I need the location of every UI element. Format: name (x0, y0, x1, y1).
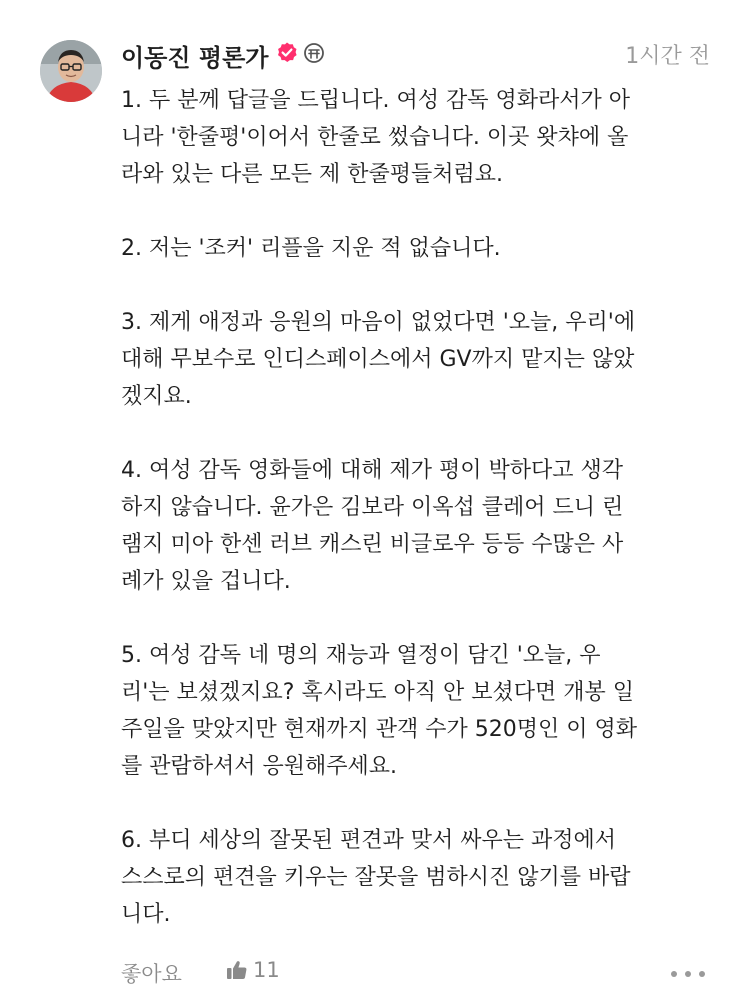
comment-line: 램지 미아 한센 러브 캐스린 비글로우 등등 수많은 사 (121, 532, 624, 557)
avatar[interactable] (40, 40, 102, 102)
comment-paragraph-4 (121, 452, 721, 600)
more-options-button[interactable] (666, 964, 710, 984)
comment-footer (121, 956, 710, 990)
like-button[interactable]: 좋아요 (121, 962, 182, 986)
comment-line: 리'는 보셨겠지요? 혹시라도 아직 안 보셨다면 개봉 일 (121, 680, 634, 705)
comment-line: 대해 무보수로 인디스페이스에서 GV까지 맡지는 않았 (121, 347, 635, 372)
comment-line: 니라 '한줄평'이어서 한줄로 썼습니다. 이곳 왓챠에 올 (121, 125, 629, 150)
comment-line: 라와 있는 다른 모든 제 한줄평들처럼요. (121, 162, 503, 187)
comment-line: 주일을 맞았지만 현재까지 관객 수가 520명인 이 영화 (121, 717, 637, 742)
timestamp: 1시간 전 (625, 44, 710, 69)
comment-line: 하지 않습니다. 윤가은 김보라 이옥섭 클레어 드니 린 (121, 495, 624, 520)
comment-line: 를 관람하셔서 응원해주세요. (121, 754, 398, 779)
comment-line: 1. 두 분께 답글을 드립니다. 여성 감독 영화라서가 아 (121, 88, 630, 113)
comment-paragraph-1 (121, 82, 721, 193)
like-count: 11 (253, 958, 280, 982)
comment-line: 스스로의 편견을 키우는 잘못을 범하시진 않기를 바랍 (121, 865, 631, 890)
more-dots-icon (666, 964, 710, 984)
comment-line: 4. 여성 감독 영화들에 대해 제가 평이 박하다고 생각 (121, 458, 623, 483)
comment-line: 례가 있을 겁니다. (121, 569, 291, 594)
comment-line: 겠지요. (121, 384, 192, 409)
critic-badge-icon (302, 41, 326, 65)
like-count-group[interactable] (225, 958, 280, 982)
comment-paragraph-3 (121, 304, 721, 415)
comment-line: 3. 제게 애정과 응원의 마음이 없었다면 '오늘, 우리'에 (121, 310, 636, 335)
author-badges (275, 41, 326, 65)
verified-check-icon (275, 41, 299, 65)
author-name[interactable]: 이동진 평론가 (121, 44, 269, 72)
comment-line: 2. 저는 '조커' 리플을 지운 적 없습니다. (121, 236, 501, 261)
comment-header (121, 36, 710, 72)
comment-line: 니다. (121, 902, 171, 927)
comment-line: 5. 여성 감독 네 명의 재능과 열정이 담긴 '오늘, 우 (121, 643, 601, 668)
comment-line: 6. 부디 세상의 잘못된 편견과 맞서 싸우는 과정에서 (121, 828, 616, 853)
comment-paragraph-2 (121, 230, 721, 267)
comment-paragraph-6 (121, 822, 721, 933)
thumbs-up-icon (225, 958, 249, 982)
comment-paragraph-5 (121, 637, 721, 785)
comment-body (121, 82, 721, 970)
